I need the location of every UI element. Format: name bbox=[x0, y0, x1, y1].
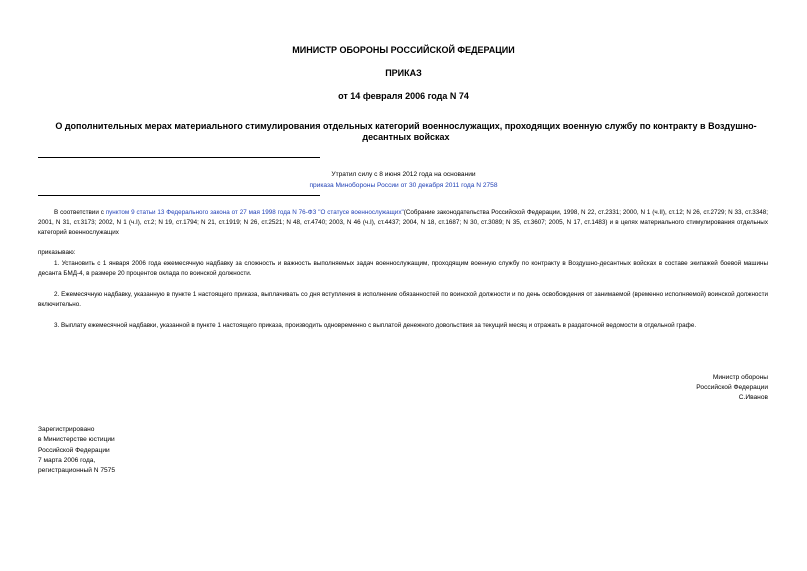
document-title: О дополнительных мерах материального стимулирования отдельных категорий военнослужащих, проходящих военную службу по контракту в Воздушно-десантных войсках bbox=[55, 121, 757, 142]
item-1: 1. Установить с 1 января 2006 года ежемесячную надбавку за сложность и важность выполняемых задач военнослужащим, проходящим военную службу по контракту в Воздушно-десантных войсках в составе экипажей боевой машины десанта БМД-4, в размере 20 процентов оклада по воинской должности. bbox=[38, 260, 768, 277]
document-date-number: от 14 февраля 2006 года N 74 bbox=[338, 91, 469, 101]
signature-title: Министр обороны bbox=[712, 374, 768, 381]
signature-block bbox=[696, 373, 768, 404]
lost-force-link[interactable]: приказа Минобороны России от 30 декабря 2011 года N 2758 bbox=[309, 182, 498, 189]
registration-line-2: в Министерстве юстиции bbox=[38, 436, 115, 444]
item-2: 2. Ежемесячную надбавку, указанную в пункте 1 настоящего приказа, выплачивать со дня вступления в исполнение обязанностей по воинской должности и по день освобождения от занимаемой (временно исполняемой) воинской должности включительно. bbox=[38, 291, 768, 308]
divider-top bbox=[38, 157, 320, 158]
preamble-prefix: В соответствии с bbox=[54, 209, 106, 216]
signature-name: С.Иванов bbox=[738, 394, 768, 402]
registration-line-3: Российской Федерации bbox=[38, 446, 110, 454]
registration-line-4: 7 марта 2006 года, bbox=[38, 456, 96, 464]
lost-force-link-wrap bbox=[0, 180, 807, 191]
order-word: приказываю: bbox=[38, 249, 76, 256]
federal-law-link[interactable]: пунктом 9 статьи 13 Федерального закона от 27 мая 1998 года N 76-ФЗ "О статусе военнослужащих" bbox=[105, 209, 404, 216]
divider-bottom bbox=[38, 195, 320, 196]
registration-block bbox=[38, 425, 115, 476]
preamble-rest: (Собрание законодательства Российской Федерации, 1998, N 22, ст.2331; 2000, N 1 (ч.II), ст.12; N 26, ст.2729; N 33, ст.3348; 2001, N 31, ст.3173; 2002, N 1 (ч.I), ст.2; N 19, ст.1794; N 21, ст.1919; N 26, ст.2521; N 48, ст.4740; 2003, N 46 (ч.I), ст.4437; 2004, N 18, ст.1687; N 30, ст.3089; N 35, ст.3607; 2005, N 17, ст.1483) и в целях материального стимулирования отдельных категорий военнослужащих bbox=[38, 209, 769, 236]
registration-line-5: регистрационный N 7575 bbox=[38, 467, 116, 475]
signature-country: Российской Федерации bbox=[696, 384, 768, 392]
item-3: 3. Выплату ежемесячной надбавки, указанной в пункте 1 настоящего приказа, производить одновременно с выплатой денежного довольствия за текущий месяц и отражать в раздаточной ведомости в отдельной графе. bbox=[54, 322, 697, 329]
preamble-paragraph bbox=[38, 208, 768, 238]
document-type: ПРИКАЗ bbox=[385, 68, 422, 78]
lost-force-note: Утратил силу с 8 июня 2012 года на основании bbox=[331, 171, 476, 178]
ministry-heading: МИНИСТР ОБОРОНЫ РОССИЙСКОЙ ФЕДЕРАЦИИ bbox=[292, 45, 515, 55]
registration-line-1: Зарегистрировано bbox=[38, 426, 95, 433]
